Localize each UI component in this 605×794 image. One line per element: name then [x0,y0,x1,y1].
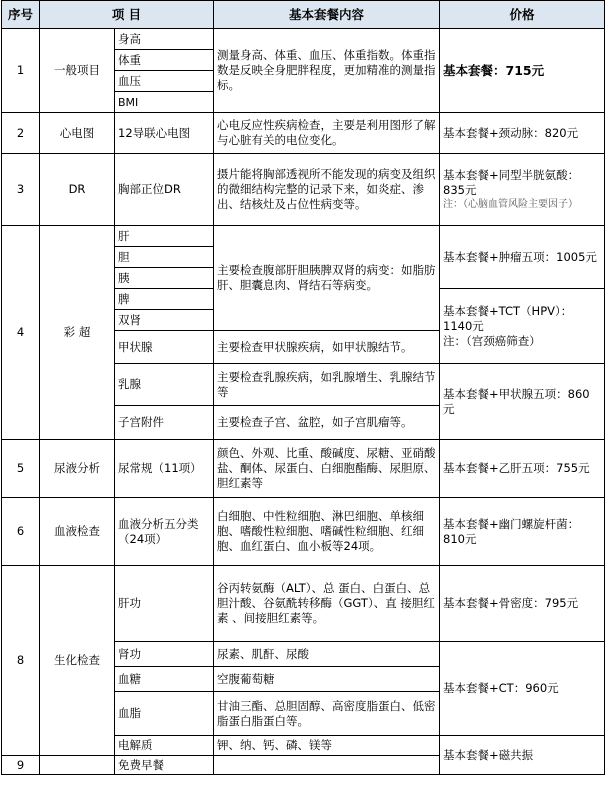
row-price: 基本套餐：715元 [440,29,605,113]
row-price: 基本套餐+乙肝五项：755元 [440,440,605,498]
row-no: 8 [2,566,40,756]
row-desc: 测量身高、体重、血压、体重指数。体重指数是反映全身肥胖程度，更加精准的测量指标。 [214,29,440,113]
row-name: 彩 超 [40,226,115,440]
table-row [2,566,605,642]
row-price: 基本套餐+幽门螺旋杆菌：810元 [440,498,605,566]
row-desc: 颜色、外观、比重、酸碱度、尿糖、亚硝酸盐、酮体、尿蛋白、白细胞酯酶、尿胆原、胆红素等 [214,440,440,498]
row-desc: 摄片能将胸部透视所不能发现的病变及组织的微细结构完整的记录下来，如炎症、渗出、结核灶及占位性病变等。 [214,154,440,226]
row-desc-empty [214,756,440,775]
desc-electrolyte: 钾、纳、钙、磷、镁等 [214,736,440,756]
header-content: 基本套餐内容 [214,1,440,29]
row-name-empty [40,756,115,775]
item-bmi: BMI [115,92,214,113]
row-no: 4 [2,226,40,440]
item-liver: 肝 [115,226,214,247]
price-tct-note: 注：（宫颈癌筛查） [443,333,541,348]
row-price: 基本套餐+同型半胱氨酸：835元 [443,167,580,197]
desc-breast: 主要检查乳腺疾病，如乳腺增生、乳腺结节等 [214,364,440,406]
row-price: 基本套餐+颈动脉：820元 [440,113,605,154]
item-spleen: 脾 [115,289,214,310]
item-pancreas: 胰 [115,268,214,289]
header-price: 价格 [440,1,605,29]
row-name: 心电图 [40,113,115,154]
header-project: 项 目 [40,1,214,29]
row-name: 一般项目 [40,29,115,113]
desc-liver-function: 谷丙转氨酶（ALT）、总 蛋白、白蛋白、总胆汁酸、谷氨酰转移酶（GGT）、直 接胆红素 、间接胆红素等。 [214,566,440,642]
price-ct: 基本套餐+CT：960元 [440,642,605,736]
row-no: 2 [2,113,40,154]
row-no: 1 [2,29,40,113]
item-gallbladder: 胆 [115,247,214,268]
price-tumor: 基本套餐+肿瘤五项：1005元 [440,226,605,289]
row-name: DR [40,154,115,226]
price-tct-cell [440,289,605,364]
row-item: 12导联心电图 [115,113,214,154]
desc-uterus: 主要检查子宫、盆腔，如子宫肌瘤等。 [214,406,440,440]
row-desc: 白细胞、中性粒细胞、淋巴细胞、单核细胞、嗜酸性粒细胞、嗜碱性粒细胞、红细胞、血红蛋白、血小板等24项。 [214,498,440,566]
price-mri: 基本套餐+磁共振 [440,736,605,775]
price-note: 注：（心脑血管风险主要因子） [443,198,579,210]
package-table [1,0,605,775]
table-row [2,113,605,154]
table-header-row [2,1,605,29]
item-blood-pressure: 血压 [115,71,214,92]
row-name: 生化检查 [40,566,115,756]
table-row [2,226,605,247]
row-no: 9 [2,756,40,775]
desc-thyroid: 主要检查甲状腺疾病，如甲状腺结节。 [214,331,440,364]
table-row [2,154,605,226]
row-item: 免费早餐 [115,756,214,775]
table-row [2,498,605,566]
desc-abdomen: 主要检查腹部肝胆胰脾双肾的病变：如脂肪肝、胆囊息肉、肾结石等病变。 [214,226,440,331]
item-breast: 乳腺 [115,364,214,406]
header-no: 序号 [2,1,40,29]
table-row [2,440,605,498]
row-item: 胸部正位DR [115,154,214,226]
desc-kidney-function: 尿素、肌酐、尿酸 [214,642,440,667]
price-tct: 基本套餐+TCT（HPV）：1140元 [443,303,573,333]
row-desc: 心电反应性疾病检查，主要是利用图形了解与心脏有关的电位变化。 [214,113,440,154]
item-weight: 体重 [115,50,214,71]
price-thyroid: 基本套餐+甲状腺五项：860元 [440,364,605,440]
row-name: 血液检查 [40,498,115,566]
row-item: 血液分析五分类（24项） [115,498,214,566]
item-kidney-function: 肾功 [115,642,214,667]
desc-blood-sugar: 空腹葡萄糖 [214,667,440,692]
desc-blood-lipid: 甘油三酯、总胆固醇、高密度脂蛋白、低密脂蛋白脂蛋白等。 [214,692,440,736]
item-liver-function: 肝功 [115,566,214,642]
row-item: 尿常规（11项） [115,440,214,498]
row-name: 尿液分析 [40,440,115,498]
price-bone: 基本套餐+骨密度：795元 [440,566,605,642]
row-price-cell [440,154,605,226]
item-blood-lipid: 血脂 [115,692,214,736]
item-uterus: 子宫附件 [115,406,214,440]
row-no: 5 [2,440,40,498]
row-no: 6 [2,498,40,566]
table-row [2,29,605,50]
item-blood-sugar: 血糖 [115,667,214,692]
item-thyroid: 甲状腺 [115,331,214,364]
item-height: 身高 [115,29,214,50]
item-electrolyte: 电解质 [115,736,214,756]
row-no: 3 [2,154,40,226]
item-kidneys: 双肾 [115,310,214,331]
